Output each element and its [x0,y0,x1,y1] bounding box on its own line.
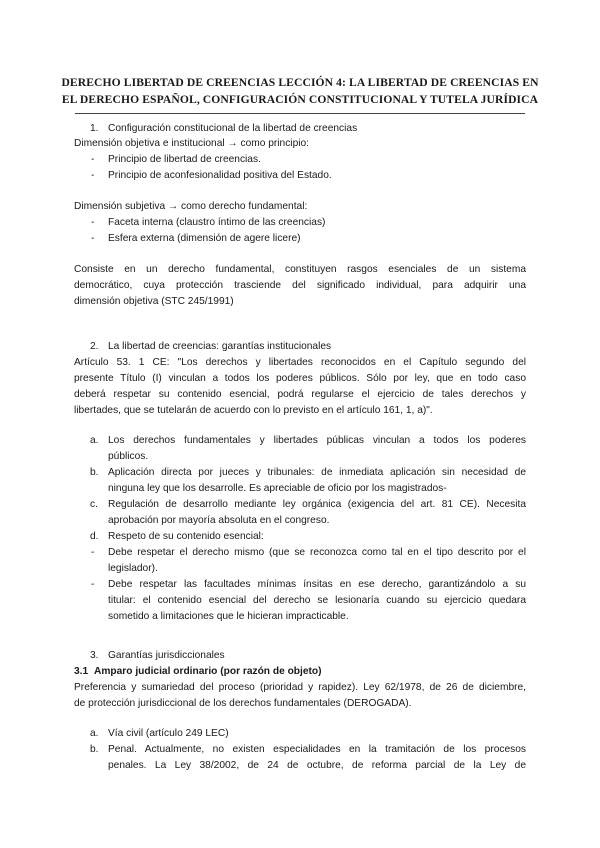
list-item-line: públicos. [108,451,149,462]
bullet-dash: - [91,217,95,228]
list-marker: b. [90,744,99,755]
list-item-line: Penal. Actualmente, no existen especialidades en la tramitación de los procesos [108,744,526,755]
list-marker: a. [90,435,99,446]
section-2-heading: La libertad de creencias: garantías institucionales [108,341,332,352]
list-item-line: sometido a limitaciones que le hicieran impracticable. [108,611,349,622]
article-line: presente Título (I) vinculan a todos los poderes públicos. Sólo por ley, que en todo caso [74,373,526,384]
list-item: Esfera externa (dimensión de agere licere) [108,233,301,244]
section-2-number: 2. [90,341,99,352]
bullet-dash: - [91,154,95,165]
list-item-line: Debe respetar las facultades mínimas ínsitas en ese derecho, garantizándolo a su [108,579,526,590]
list-item-line: Vía civil (artículo 249 LEC) [108,728,229,739]
paragraph-line: democrático, cuya protección trasciende del significado individual, para adquirir una [74,280,526,291]
title-divider [75,113,525,114]
list-item-line: Aplicación directa por jueces y tribunales: de inmediata aplicación sin necesidad de [108,467,526,478]
list-marker: d. [90,531,99,542]
list-marker: - [91,579,95,590]
list-item-line: ninguna ley que los desarrolle. Es apreciable de oficio por los magistrados- [108,483,447,494]
list-item: Principio de aconfesionalidad positiva del Estado. [108,170,332,181]
list-item-line: aprobación por mayoría absoluta en el congreso. [108,515,330,526]
paragraph-line: Consiste en un derecho fundamental, constituyen rasgos esenciales de un sistema [74,264,526,275]
list-marker: - [91,547,95,558]
list-item-line: legislador). [108,563,158,574]
subjective-dimension-intro: Dimensión subjetiva → como derecho fundamental: [74,201,308,212]
paragraph-line: de protección jurisdiccional de los derechos fundamentales (DEROGADA). [74,698,412,709]
subsection-number: 3.1 [74,666,89,677]
article-line: libertades, que se tutelarán de acuerdo con lo previsto en el artículo 161, 1, a)". [74,405,433,416]
list-marker: a. [90,728,99,739]
list-item-line: titular: el contenido esencial del derecho se lesionaría cuando su ejercicio quedara [108,595,526,606]
document-title [60,74,540,108]
list-item-line: Los derechos fundamentales y libertades públicas vinculan a todos los poderes [108,435,526,446]
list-item-line: Regulación de desarrollo mediante ley orgánica (exigencia del art. 81 CE). Necesita [108,499,526,510]
section-3-number: 3. [90,650,99,661]
bullet-dash: - [91,170,95,181]
list-item-line: penales. La Ley 38/2002, de 24 de octubre, de reforma parcial de la Ley de [108,760,526,771]
list-item: Principio de libertad de creencias. [108,154,261,165]
title-line: EL DERECHO ESPAÑOL, CONFIGURACIÓN CONSTITUCIONAL Y TUTELA JURÍDICA [61,93,539,106]
objective-dimension-intro: Dimensión objetiva e institucional → como principio: [74,138,309,149]
article-line: deberá respetar su contenido esencial, podrá regularse el ejercicio de tales derechos y [74,389,526,400]
bullet-dash: - [91,233,95,244]
section-1-number: 1. [90,123,99,134]
list-item-line: Respeto de su contenido esencial: [108,531,264,542]
article-line: Artículo 53. 1 CE: "Los derechos y libertades reconocidos en el Capítulo segundo del [74,357,526,368]
paragraph-line: dimensión objetiva (STC 245/1991) [74,296,234,307]
list-marker: c. [90,499,98,510]
list-item: Faceta interna (claustro íntimo de las creencias) [108,217,326,228]
paragraph-line: Preferencia y sumariedad del proceso (prioridad y rapidez). Ley 62/1978, de 26 de diciembre, [74,682,526,693]
list-item-line: Debe respetar el derecho mismo (que se reconozca como tal en el tipo descrito por el [108,547,526,558]
list-marker: b. [90,467,99,478]
section-1-heading: Configuración constitucional de la libertad de creencias [108,123,358,134]
subsection-heading: Amparo judicial ordinario (por razón de objeto) [94,666,322,677]
title-line: DERECHO LIBERTAD DE CREENCIAS LECCIÓN 4: LA LIBERTAD DE CREENCIAS EN [61,76,539,89]
section-3-heading: Garantías jurisdiccionales [108,650,225,661]
